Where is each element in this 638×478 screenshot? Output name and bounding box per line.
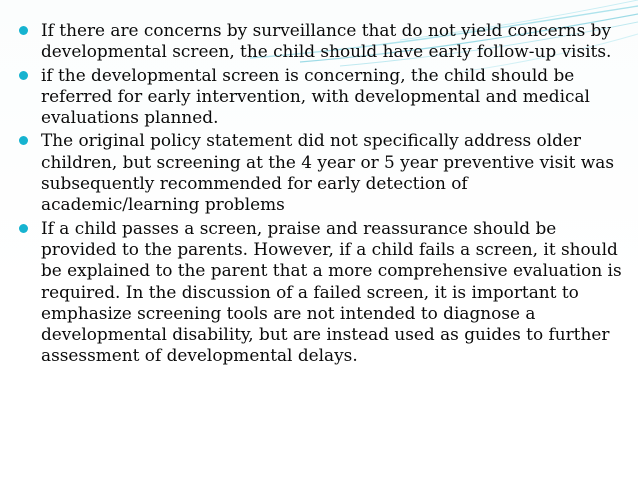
bullet-text: The original policy statement did not specifically address older children, but screening at the 4 year or 5 year preventive visit was subsequently recommended for early detection of academic/learning problems (41, 130, 614, 215)
bullet-list (14, 20, 624, 369)
bullet-dot-icon (19, 26, 28, 35)
bullet-text: if the developmental screen is concerning, the child should be referred for early intervention, with developmental and medical evaluations planned. (41, 64, 590, 128)
bullet-dot-icon (19, 71, 28, 80)
bullet-item (14, 65, 624, 129)
bullet-text: If there are concerns by surveillance that do not yield concerns by developmental screen, the child should have early follow-up visits. (41, 20, 612, 62)
bullet-item (14, 20, 624, 63)
bullet-item (14, 218, 624, 367)
bullet-dot-icon (19, 224, 28, 233)
bullet-dot-icon (19, 136, 28, 145)
bullet-text: If a child passes a screen, praise and reassurance should be provided to the parents. However, if a child fails a screen, it should be explained to the parent that a more comprehensive evaluation is required. In the discussion of a failed screen, it is important to emphasize screening tools are not intended to diagnose a developmental disability, but are instead used as guides to further assessment of developmental delays. (41, 217, 622, 366)
bullet-item (14, 130, 624, 215)
